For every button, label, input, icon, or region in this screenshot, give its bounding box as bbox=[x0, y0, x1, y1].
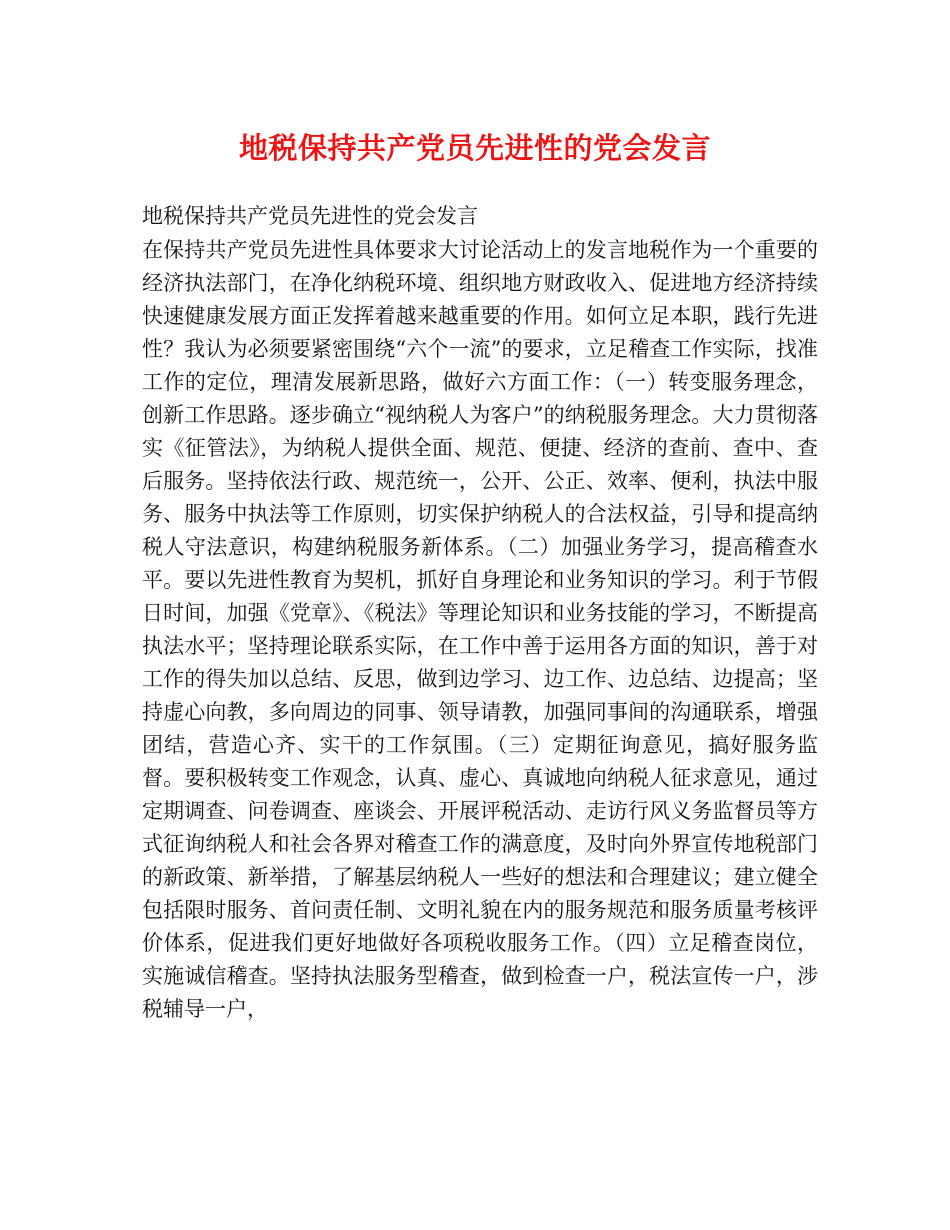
document-body-paragraph: 在保持共产党员先进性具体要求大讨论活动上的发言地税作为一个重要的经济执法部门，在净化纳税环境、组织地方财政收入、促进地方经济持续快速健康发展方面正发挥着越来越重要的作用。如何立足本职，践行先进性？我认为必须要紧密围绕“六个一流”的要求，立足稽查工作实际，找准工作的定位，理清发展新思路，做好六方面工作：（一）转变服务理念，创新工作思路。逐步确立“视纳税人为客户”的纳税服务理念。大力贯彻落实《征管法》，为纳税人提供全面、规范、便捷、经济的查前、查中、查后服务。坚持依法行政、规范统一，公开、公正、效率、便利，执法中服务、服务中执法等工作原则，切实保护纳税人的合法权益，引导和提高纳税人守法意识，构建纳税服务新体系。（二）加强业务学习，提高稽查水平。要以先进性教育为契机，抓好自身理论和业务知识的学习。利于节假日时间，加强《党章》、《税法》等理论知识和业务技能的学习，不断提高执法水平；坚持理论联系实际，在工作中善于运用各方面的知识，善于对工作的得失加以总结、反思，做到边学习、边工作、边总结、边提高；坚持虚心向教，多向周边的同事、领导请教，加强同事间的沟通联系，增强团结，营造心齐、实干的工作氛围。（三）定期征询意见，搞好服务监督。要积极转变工作观念，认真、虚心、真诚地向纳税人征求意见，通过定期调查、问卷调查、座谈会、开展评税活动、走访行风义务监督员等方式征询纳税人和社会各界对稽查工作的满意度，及时向外界宣传地税部门的新政策、新举措，了解基层纳税人一些好的想法和合理建议；建立健全包括限时服务、首问责任制、文明礼貌在内的服务规范和服务质量考核评价体系，促进我们更好地做好各项税收服务工作。（四）立足稽查岗位，实施诚信稽查。坚持执法服务型稽查，做到检查一户，税法宣传一户，涉税辅导一户， bbox=[142, 238, 818, 1021]
document-title: 地税保持共产党员先进性的党会发言 bbox=[238, 131, 711, 165]
document-subtitle: 地税保持共产党员先进性的党会发言 bbox=[142, 204, 478, 228]
